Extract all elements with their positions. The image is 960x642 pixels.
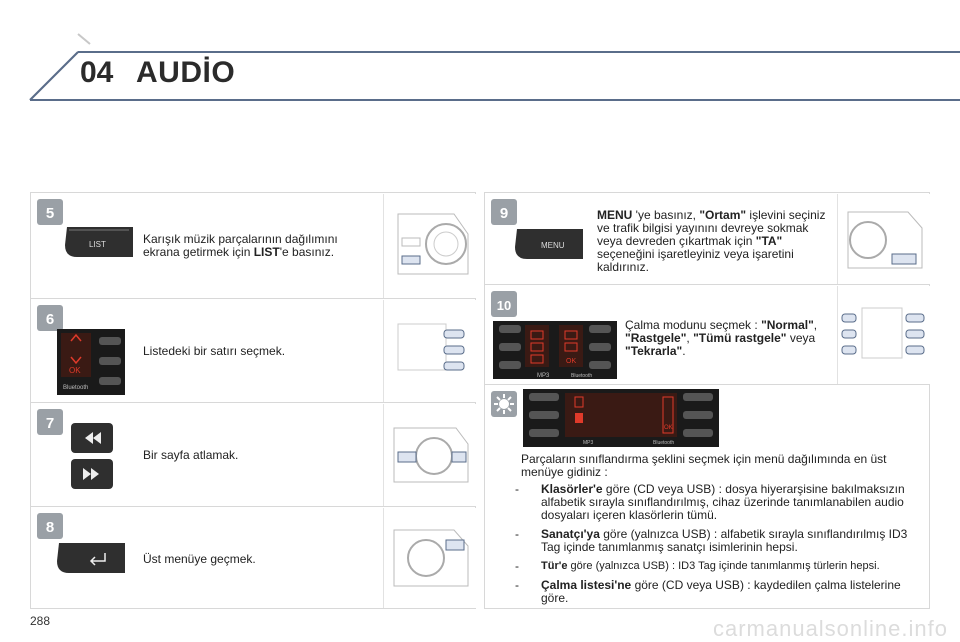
step-badge-10: [491, 291, 517, 317]
radio-illustration-9: [837, 194, 930, 284]
tip-gear-icon: [491, 391, 517, 417]
svg-text:LIST: LIST: [89, 240, 106, 249]
page-header: [0, 0, 960, 110]
watermark: carmanualsonline.info: [712, 616, 948, 641]
svg-text:MENU: MENU: [541, 241, 565, 250]
step-badge-6: [37, 305, 63, 331]
step-number-7: 7: [45, 415, 55, 432]
step-text-5: Karışık müzik parçalarının dağılımını ekrana getirmek için LIST'e basınız.: [143, 232, 338, 259]
play-mode-screen-illustration: [493, 321, 617, 379]
left-panel: [30, 192, 476, 609]
rewind-icon: [71, 423, 113, 453]
svg-text:OK: OK: [566, 358, 577, 365]
header-frame: [0, 0, 960, 110]
svg-text:MP3: MP3: [537, 373, 550, 379]
step-text-9: MENU 'ye basınız, "Ortam" işlevini seçiniz ve trafik bilgisi yayınını devreye sokmak veya devreden çıkartmak için "TA" seçeneğini işaretleyiniz veya işaretini kaldırınız.: [597, 208, 826, 274]
step-row-8: [31, 507, 475, 610]
classification-screen-illustration: [523, 389, 719, 447]
tip-section: OK MP3 Bluetooth Parçaların sınıflandırma şeklini seçmek için menü dağılımında en üst menüye gidiniz : - Klasörler'e göre (CD veya USB) : dosya hiyerarşisine bakılmaksızın alfabetik sırayla sınıflandırılmış, cihaz üzerinde tanımlanabilen audio dosyaları içeren klasörlerin tümü. - Sanatçı'ya göre (yalnızca USB) : alfabetik sırayla sınıflandırılmış ID3 Tag içinde tanımlanmış sanatçı isimlerinin hepsi. - Tür'e göre (yalnızca USB) : ID3 Tag içinde tanımlanmış türlerin hepsi. - Çalma listesi'ne göre (CD veya USB) : kaydedilen çalma listelerine göre.: [485, 385, 929, 610]
step-badge-5: [37, 199, 63, 225]
svg-text:Bluetooth: Bluetooth: [571, 373, 593, 379]
radio-illustration-10: [837, 286, 930, 384]
svg-text:MP3: MP3: [583, 440, 594, 446]
step-badge-8: [37, 513, 63, 539]
radio-illustration-6: [383, 300, 476, 402]
step-row-9: [485, 193, 929, 285]
svg-text:OK: OK: [69, 366, 81, 375]
radio-illustration-8: [383, 508, 476, 608]
skip-forward-button[interactable]: [71, 459, 113, 489]
menu-button[interactable]: [511, 227, 587, 261]
page-number: 288: [30, 614, 51, 628]
step-row-5: [31, 193, 475, 299]
step-number-6: 6: [45, 311, 55, 328]
step-text-6: Listedeki bir satırı seçmek.: [143, 344, 286, 358]
step-badge-7: [37, 409, 63, 435]
step-badge-9: [491, 199, 517, 225]
svg-text:Bluetooth: Bluetooth: [63, 385, 89, 391]
svg-text:OK: OK: [664, 425, 673, 431]
tip-intro: Parçaların sınıflandırma şeklini seçmek için menü dağılımında en üst menüye gidiniz :: [521, 452, 887, 479]
fast-forward-icon: [71, 459, 113, 489]
step-number-10: 10: [496, 298, 512, 313]
step-row-10: [485, 285, 929, 385]
step-row-7: [31, 403, 475, 507]
screen-select-illustration: [57, 329, 125, 395]
page-title: AUDİO: [136, 56, 236, 89]
skip-back-button[interactable]: [71, 423, 113, 453]
step-number-8: 8: [45, 519, 55, 536]
step-text-10: Çalma modunu seçmek : "Normal", "Rastgele", "Tümü rastgele" veya "Tekrarla".: [625, 318, 818, 358]
step-number-9: 9: [499, 205, 509, 222]
list-button[interactable]: [61, 225, 137, 259]
svg-text:Bluetooth: Bluetooth: [653, 440, 675, 446]
step-number-5: 5: [45, 205, 55, 222]
radio-illustration-5: [383, 194, 476, 298]
step-text-7: Bir sayfa atlamak.: [143, 448, 239, 462]
radio-illustration-7: [383, 404, 476, 506]
step-text-8: Üst menüye geçmek.: [143, 552, 256, 566]
right-panel: [484, 192, 930, 609]
back-button[interactable]: [53, 541, 129, 575]
step-row-6: [31, 299, 475, 403]
chapter-number: 04: [80, 56, 114, 89]
